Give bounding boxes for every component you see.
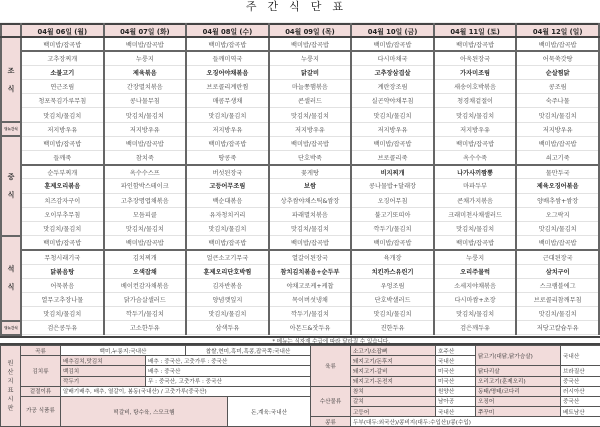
menu-item: 아욱된장국 <box>434 51 517 65</box>
origin-value: 국내산 <box>436 356 476 366</box>
origin-item: 고등어 <box>351 407 436 417</box>
menu-item: 양배추쌈+쌈장 <box>516 193 599 207</box>
menu-item: 고추장찌개 <box>21 51 104 65</box>
menu-item: 콘샐러드 <box>269 94 352 108</box>
menu-item: 백미밥/잡곡밥 <box>21 236 104 250</box>
origin-item: 돼지고기/돈후지 <box>351 356 436 366</box>
origin-item: 배추김치,맛김치 <box>61 356 146 366</box>
origin-value: 베트남산 <box>561 407 600 417</box>
origin-value: 배추 : 중국산 <box>146 366 311 376</box>
menu-item: 깍두기/물김치 <box>351 221 434 235</box>
menu-item: 누룽지 <box>104 51 187 65</box>
menu-item: 열무고추장나물 <box>21 292 104 306</box>
menu-item: 맛김치/물김치 <box>434 221 517 235</box>
menu-item: 제육오징어볶음 <box>516 179 599 193</box>
menu-item: 고등어무조림 <box>186 179 269 193</box>
menu-item: 맛김치/물김치 <box>104 221 187 235</box>
menu-item: 유자청치커리 <box>186 207 269 221</box>
menu-item: 어묵볶음 <box>21 278 104 292</box>
origin-item: 닭다리살 <box>476 366 561 376</box>
menu-item: 청포묵김가루무침 <box>21 94 104 108</box>
origin-item: 쭈꾸미 <box>476 407 561 417</box>
menu-item: 참치김치볶음+순두부 <box>269 264 352 278</box>
menu-item: 버섯된장국 <box>186 165 269 179</box>
menu-item: 육개장 <box>351 250 434 264</box>
origin-value: 미국산 <box>436 376 476 386</box>
menu-item: 브로콜리죽 <box>351 151 434 165</box>
menu-item: 청경채겉절이 <box>434 94 517 108</box>
menu-item: 깍두기/물김치 <box>104 307 187 321</box>
menu-item: 오징어무침 <box>351 193 434 207</box>
origin-value: 러시아산 <box>561 386 600 396</box>
menu-item: 쇠고기죽 <box>516 151 599 165</box>
menu-item: 제육볶음 <box>104 65 187 79</box>
menu-item: 치즈감자구이 <box>21 193 104 207</box>
menu-item: 김치찌개 <box>104 250 187 264</box>
menu-item: 맛김치/물김치 <box>186 108 269 122</box>
menu-item: 무청시래기국 <box>21 250 104 264</box>
menu-item: 얼큰소고기무국 <box>186 250 269 264</box>
corner-cell <box>1 24 21 37</box>
origin-item: 닭고기(대닭,닭가슴살) <box>476 345 561 365</box>
menu-item: 계란장조림 <box>351 80 434 94</box>
menu-item: 백미밥/잡곡밥 <box>351 37 434 51</box>
menu-item: 콩조림 <box>516 80 599 94</box>
origin-value: 남아공 <box>436 396 476 406</box>
menu-item: 오징어야채볶음 <box>186 65 269 79</box>
menu-item: 야채고로케+케찹 <box>269 278 352 292</box>
menu-item: 보쌈 <box>269 179 352 193</box>
menu-item: 맛김치/물김치 <box>516 108 599 122</box>
menu-item: 파인함박스테이크 <box>104 179 187 193</box>
origin-value: 원양산 <box>436 386 476 396</box>
menu-item: 맛김치/물김치 <box>269 108 352 122</box>
page-title: 주간식단표 <box>245 0 355 13</box>
menu-item: 나가사끼짬뽕 <box>434 165 517 179</box>
menu-item: 진한두유 <box>351 321 434 335</box>
origin-item: 백김치 <box>61 366 146 376</box>
menu-item: 실곤약야채무침 <box>351 94 434 108</box>
menu-item: 누룽지 <box>269 51 352 65</box>
menu-item: 맛김치/물김치 <box>21 108 104 122</box>
menu-item: 마늘쫑햄볶음 <box>269 80 352 94</box>
spacer-row <box>0 13 600 23</box>
meal-label-dinner: 석식 <box>1 236 21 321</box>
menu-item: 누룽지 <box>434 250 517 264</box>
origin-processed-origin: 돈,계육:국내산 <box>228 396 311 427</box>
menu-item: 파래멸치볶음 <box>269 207 352 221</box>
origin-table <box>0 345 600 427</box>
menu-item: 가자미조림 <box>434 65 517 79</box>
menu-item: 들깨미역국 <box>186 51 269 65</box>
origin-grain-a: 백미,누룽지:국내산 <box>61 345 186 355</box>
origin-item: 동태/명태/코다리 <box>476 386 561 396</box>
menu-item: 순살찜닭 <box>516 65 599 79</box>
menu-item: 저지방우유 <box>186 122 269 136</box>
origin-value: 무 : 중국산, 고춧가루 : 중국산 <box>146 376 311 386</box>
origin-value: 국내산 <box>561 345 600 365</box>
menu-item: 마파두부 <box>434 179 517 193</box>
day-header: 04월 08일 (수) <box>186 24 269 37</box>
weekly-menu-table <box>0 23 600 336</box>
menu-item: 고추장삼겹살 <box>351 65 434 79</box>
menu-item: 양념깻잎지 <box>186 292 269 306</box>
origin-cat-grain: 곡류 <box>21 345 61 355</box>
menu-note: * 메뉴는 식자재 수급에 따라 달라질 수 있습니다. <box>0 336 600 345</box>
origin-value: 미국산 <box>436 366 476 376</box>
menu-item: 옥수수죽 <box>434 151 517 165</box>
menu-item: 오그락지 <box>516 207 599 221</box>
menu-item: 백미밥/잡곡밥 <box>186 37 269 51</box>
menu-item: 맛김치/물김치 <box>516 307 599 321</box>
origin-cat-geotjeori: 겉절이류 <box>21 386 61 396</box>
menu-item: 아몬드&잣두유 <box>269 321 352 335</box>
menu-item: 새송이호박볶음 <box>434 80 517 94</box>
menu-item: 맛김치/물김치 <box>434 108 517 122</box>
menu-item: 닭가슴살샐러드 <box>104 292 187 306</box>
origin-value: 중국산 <box>561 376 600 386</box>
menu-item: 치킨까스유린기 <box>351 264 434 278</box>
menu-item: 오색잡채 <box>104 264 187 278</box>
menu-item: 오이부추무침 <box>21 207 104 221</box>
menu-item: 저지방우유 <box>104 122 187 136</box>
menu-item: 저지방우유 <box>516 122 599 136</box>
menu-item: 백미밥/잡곡밥 <box>104 236 187 250</box>
menu-item: 브로콜리계란찜 <box>186 80 269 94</box>
menu-item: 열갈이된장국 <box>269 250 352 264</box>
menu-item: 스크램블에그 <box>516 278 599 292</box>
menu-item: 들깨죽 <box>21 151 104 165</box>
menu-item: 불고기또띠아 <box>351 207 434 221</box>
menu-item: 백미밥/잡곡밥 <box>186 236 269 250</box>
menu-item: 목이버섯냉채 <box>269 292 352 306</box>
origin-cat-meat: 육류 <box>311 345 351 386</box>
menu-item: 백미밥/잡곡밥 <box>186 136 269 150</box>
origin-label: 원산지표시판 <box>1 345 21 427</box>
menu-item: 맛김치/물김치 <box>186 307 269 321</box>
origin-value: 중국산 <box>561 396 600 406</box>
menu-item: 우엉조림 <box>351 278 434 292</box>
menu-item: 백미밥/잡곡밥 <box>434 236 517 250</box>
menu-item: 꽃게탕 <box>269 165 352 179</box>
day-header: 04월 09일 (목) <box>269 24 352 37</box>
origin-beans: 두부(대두:외국산)/콩비지(대두:수입산)/콩(수입) <box>351 417 600 427</box>
menu-item: 순두부찌개 <box>21 165 104 179</box>
origin-cat-seafood: 수산물류 <box>311 386 351 417</box>
menu-item: 오리주물럭 <box>434 264 517 278</box>
menu-item: 단호박죽 <box>269 151 352 165</box>
origin-item: 돼지고기-돈전지 <box>351 376 436 386</box>
menu-item: 맛김치/물김치 <box>186 221 269 235</box>
menu-item: 백미밥/잡곡밥 <box>21 37 104 51</box>
menu-item: 고소한두유 <box>104 321 187 335</box>
menu-item: 검은콩두유 <box>21 321 104 335</box>
menu-item: 크래미천사채샐러드 <box>434 207 517 221</box>
menu-item: 땅콩죽 <box>186 151 269 165</box>
menu-item: 백순대볶음 <box>186 193 269 207</box>
origin-item: 소고기/소잡뼈 <box>351 345 436 355</box>
menu-item: 훈제오리볶음 <box>21 179 104 193</box>
menu-item: 고추장명엽채볶음 <box>104 193 187 207</box>
menu-item: 백미밥/잡곡밥 <box>516 236 599 250</box>
origin-value: 국내산 <box>436 407 476 417</box>
menu-item: 참치죽 <box>104 151 187 165</box>
origin-item: 갈치 <box>351 396 436 406</box>
menu-item: 다시마채국 <box>351 51 434 65</box>
menu-item: 콩나물무침 <box>104 94 187 108</box>
menu-item: 비지찌개 <box>351 165 434 179</box>
menu-item: 삼색두유 <box>186 321 269 335</box>
menu-item: 맛김치/물김치 <box>269 221 352 235</box>
menu-item: 소세지야채볶음 <box>434 278 517 292</box>
menu-item: 맛김치/물김치 <box>434 307 517 321</box>
menu-item: 연근조림 <box>21 80 104 94</box>
menu-item: 저지방우유 <box>21 122 104 136</box>
menu-item: 맛김치/물김치 <box>516 221 599 235</box>
menu-item: 다시마쌈+초장 <box>434 292 517 306</box>
day-header: 04월 10일 (금) <box>351 24 434 37</box>
menu-item: 저지방우유 <box>269 122 352 136</box>
meal-label-snack1: 당뇨간식 <box>1 122 21 136</box>
menu-item: 상추쌈야채스틱&쌈장 <box>269 193 352 207</box>
menu-item: 백미밥/잡곡밥 <box>104 37 187 51</box>
menu-item: 닭볶음탕 <box>21 264 104 278</box>
menu-item: 검은깨두유 <box>434 321 517 335</box>
origin-cat-processed: 가공 식품류 <box>21 396 61 427</box>
menu-item: 맛김치/물김치 <box>351 307 434 321</box>
origin-item: 오징어 <box>476 396 561 406</box>
menu-item: 저지방우유 <box>351 122 434 136</box>
menu-item: 어묵쑥갓탕 <box>516 51 599 65</box>
menu-item: 단호박샐러드 <box>351 292 434 306</box>
meal-label-lunch: 중식 <box>1 136 21 235</box>
menu-item: 숙주나물 <box>516 94 599 108</box>
origin-geotjeori: 알배기배추, 배추, 열갈이, 봄동(국내산) / 고춧가루(중국산) <box>61 386 311 396</box>
menu-item: 매콤무생채 <box>186 94 269 108</box>
menu-item: 물만두국 <box>516 165 599 179</box>
menu-item: 브로콜리참깨무침 <box>516 292 599 306</box>
origin-value: 배추 : 중국산, 고춧가루 : 중국산 <box>146 356 311 366</box>
menu-item: 근대된장국 <box>516 250 599 264</box>
menu-item: 백미밥/잡곡밥 <box>351 236 434 250</box>
menu-item: 백미밥/잡곡밥 <box>351 136 434 150</box>
menu-item: 훈제오리단호박찜 <box>186 264 269 278</box>
menu-item: 저당고칼슘두유 <box>516 321 599 335</box>
menu-item: 백미밥/잡곡밥 <box>269 37 352 51</box>
menu-item: 김자반볶음 <box>186 278 269 292</box>
origin-item: 깍두기 <box>61 376 146 386</box>
menu-item: 소불고기 <box>21 65 104 79</box>
origin-item: 돼지고기-갈비 <box>351 366 436 376</box>
meal-label-snack2: 당뇨간식 <box>1 321 21 335</box>
menu-item: 닭갈비 <box>269 65 352 79</box>
menu-item: 간장멸치볶음 <box>104 80 187 94</box>
origin-item: 오리고기(훈제오리) <box>476 376 561 386</box>
menu-item: 깍두기/물김치 <box>269 307 352 321</box>
origin-value: 브라질산 <box>561 366 600 376</box>
menu-item: 맛김치/물김치 <box>104 108 187 122</box>
menu-item: 옥수수스프 <box>104 165 187 179</box>
origin-item: 참치 <box>351 386 436 396</box>
menu-item: 콘채가지볶음 <box>434 193 517 207</box>
origin-processed-items: 떡갈비, 탕수육, 스모크햄 <box>61 396 228 427</box>
day-header: 04월 06일 (월) <box>21 24 104 37</box>
menu-item: 저지방우유 <box>434 122 517 136</box>
menu-item: 백미밥/잡곡밥 <box>434 136 517 150</box>
menu-item: 맛김치/물김치 <box>21 221 104 235</box>
meal-label-breakfast: 조식 <box>1 37 21 122</box>
menu-item: 백미밥/잡곡밥 <box>516 136 599 150</box>
origin-cat-beans: 콩류 <box>311 417 351 427</box>
menu-item: 백미밥/잡곡밥 <box>21 136 104 150</box>
menu-item: 백미밥/잡곡밥 <box>104 136 187 150</box>
menu-item: 백미밥/잡곡밥 <box>434 37 517 51</box>
day-header: 04월 11일 (토) <box>434 24 517 37</box>
menu-item: 백미밥/잡곡밥 <box>269 136 352 150</box>
origin-value: 호주산 <box>436 345 476 355</box>
menu-item: 백미밥/잡곡밥 <box>516 37 599 51</box>
day-header: 04월 12일 (일) <box>516 24 599 37</box>
menu-item: 백미밥/잡곡밥 <box>269 236 352 250</box>
menu-item: 맛김치/물김치 <box>21 307 104 321</box>
menu-item: 삼치구이 <box>516 264 599 278</box>
day-header: 04월 07일 (화) <box>104 24 187 37</box>
menu-item: 맛김치/물김치 <box>351 108 434 122</box>
menu-item: 베이컨감자채볶음 <box>104 278 187 292</box>
menu-item: 콩나물밥+달래장 <box>351 179 434 193</box>
origin-cat-kimchi: 김치류 <box>21 356 61 387</box>
origin-grain-b: 찹쌀,현미,흑미,흑콩,잡곡쪽:국내산 <box>186 345 311 355</box>
menu-item: 모듬피클 <box>104 207 187 221</box>
